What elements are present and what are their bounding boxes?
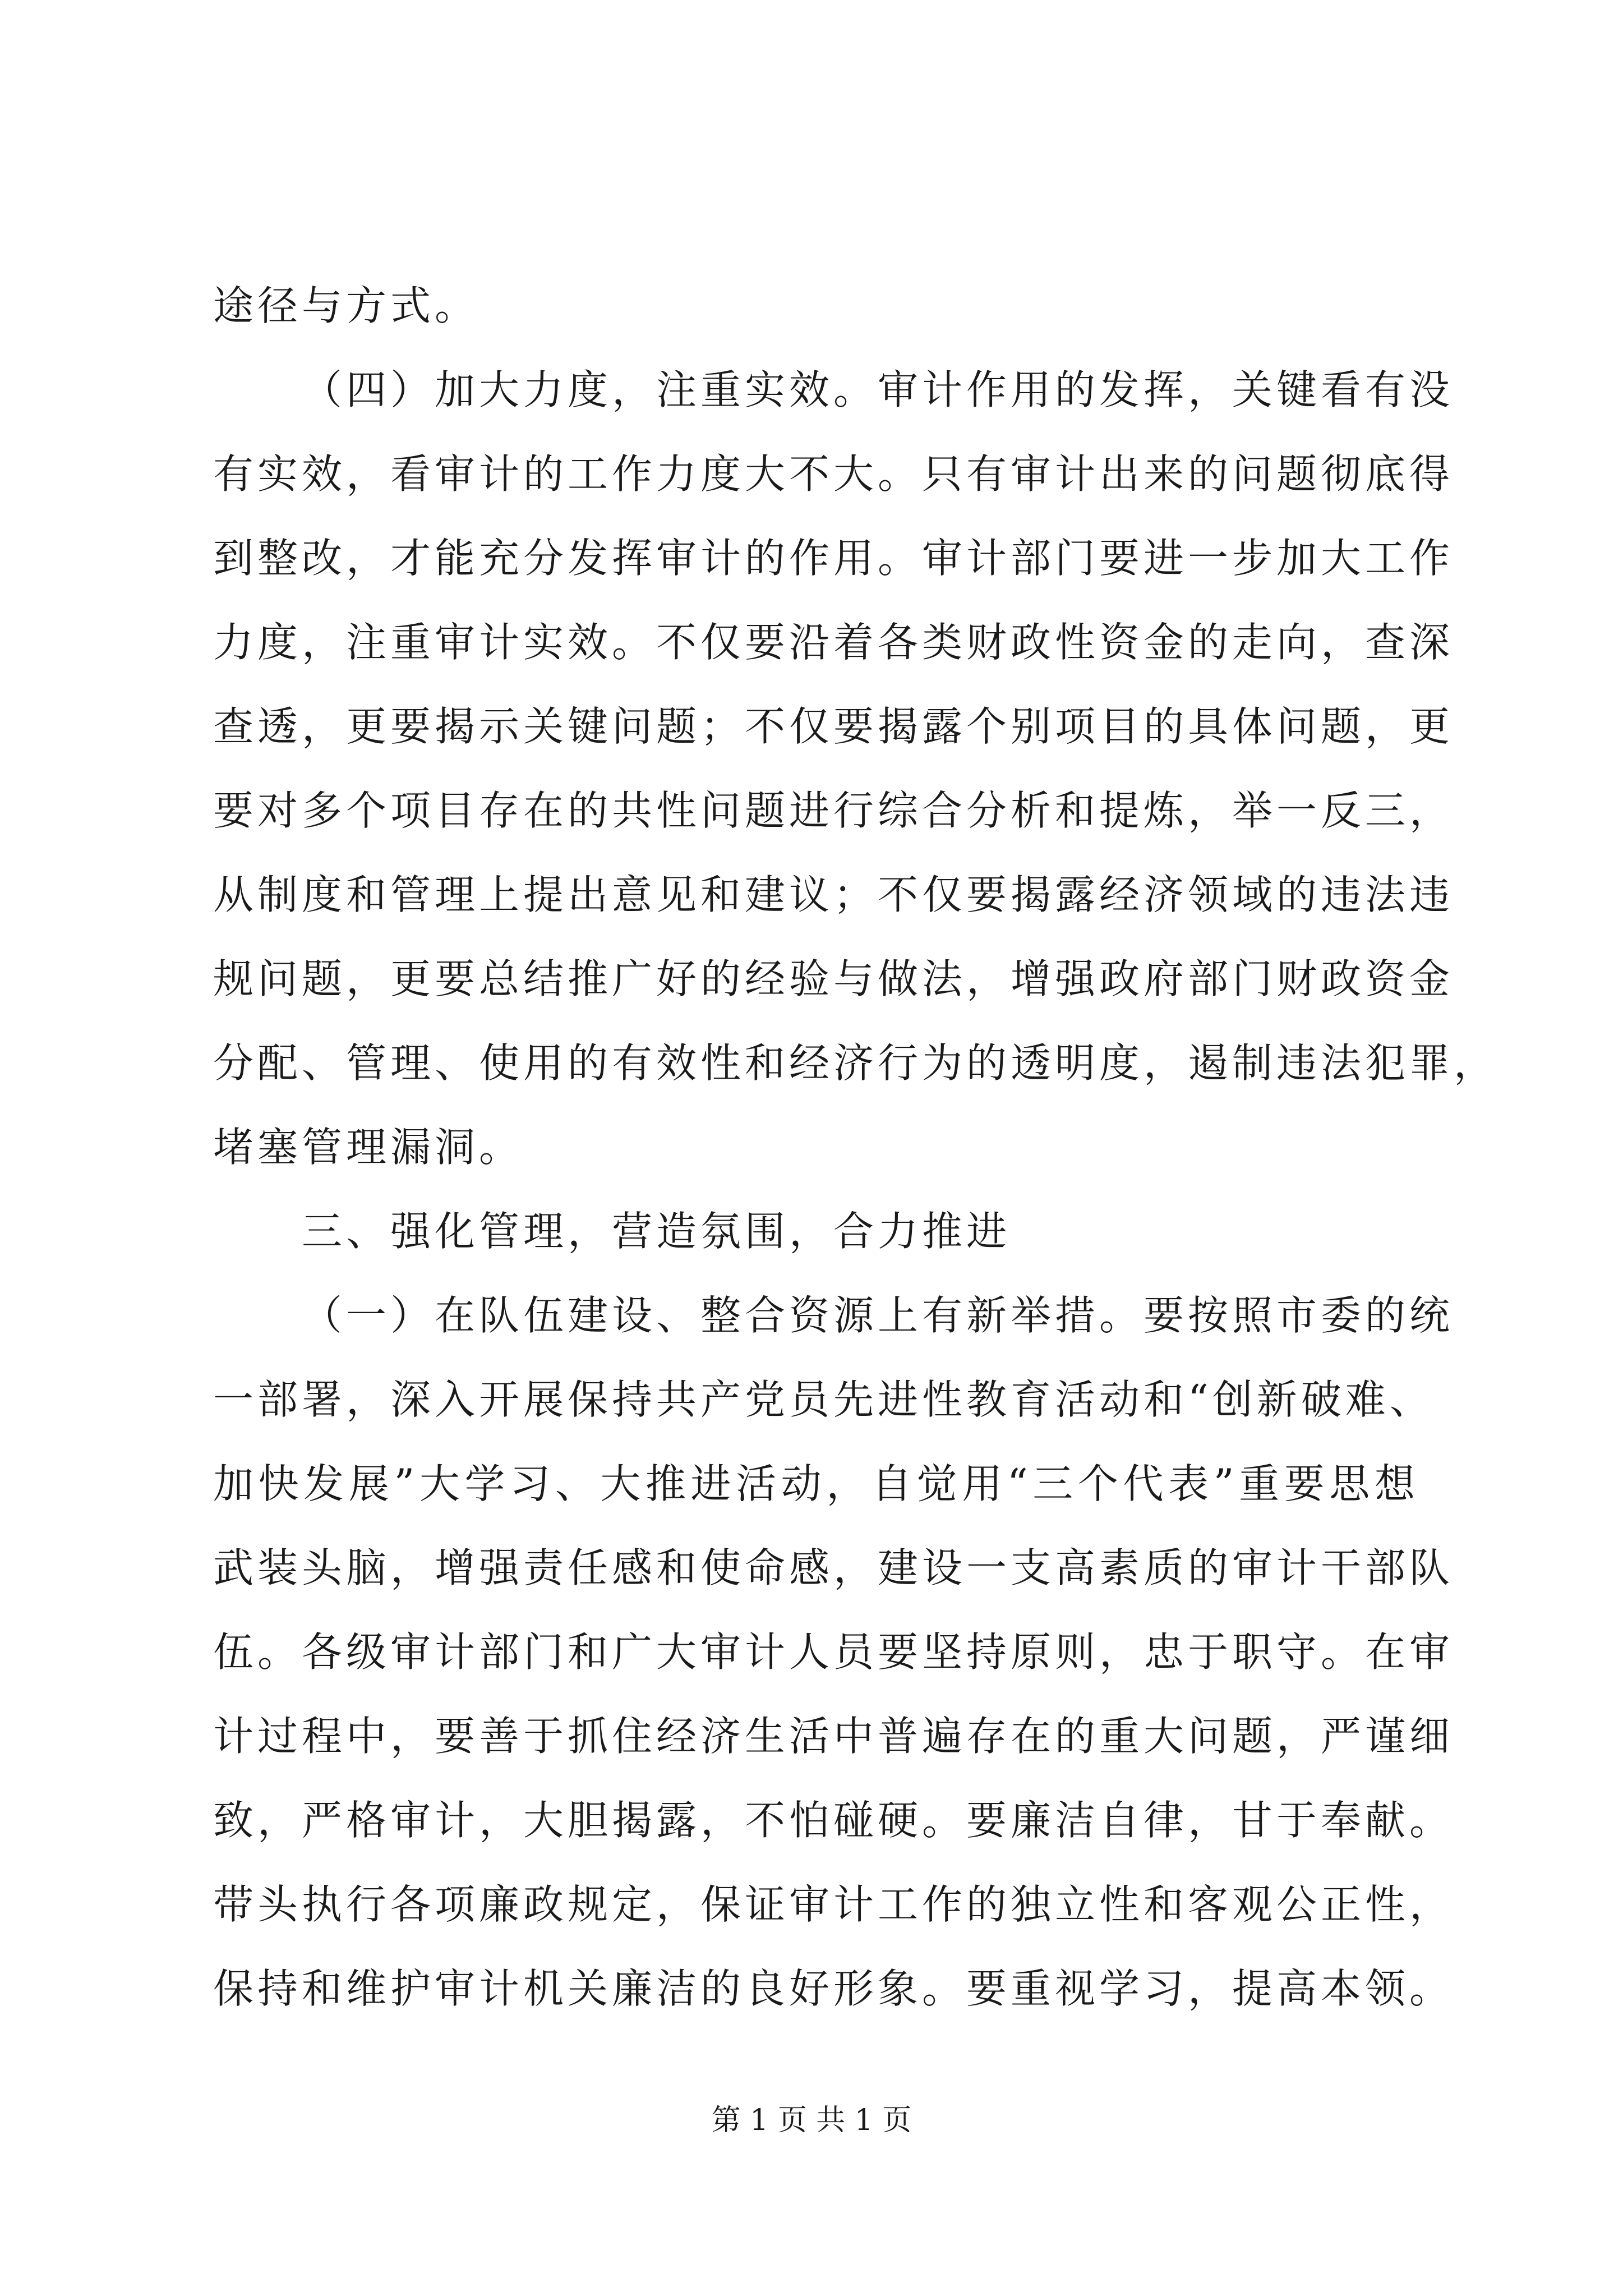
text-line: 加快发展”大学习、大推进活动，自觉用“三个代表”重要思想 bbox=[213, 1460, 1419, 1507]
section-heading: 三、强化管理，营造氛围，合力推进 bbox=[302, 1208, 1011, 1255]
text-line: 带头执行各项廉政规定，保证审计工作的独立性和客观公正性， bbox=[213, 1881, 1454, 1928]
text-line: 力度，注重审计实效。不仅要沿着各类财政性资金的走向，查深 bbox=[213, 619, 1454, 666]
text-line: 规问题，更要总结推广好的经验与做法，增强政府部门财政资金 bbox=[213, 955, 1454, 1002]
text-line: 查透，更要揭示关键问题；不仅要揭露个别项目的具体问题，更 bbox=[213, 703, 1454, 750]
paragraph-start-line: （一）在队伍建设、整合资源上有新举措。要按照市委的统 bbox=[302, 1292, 1454, 1339]
text-line: 一部署，深入开展保持共产党员先进性教育活动和“创新破难、 bbox=[213, 1376, 1434, 1423]
text-line: 到整改，才能充分发挥审计的作用。审计部门要进一步加大工作 bbox=[213, 535, 1454, 582]
text-line: 堵塞管理漏洞。 bbox=[213, 1124, 524, 1171]
text-line: 要对多个项目存在的共性问题进行综合分析和提炼，举一反三， bbox=[213, 787, 1454, 834]
text-line: 从制度和管理上提出意见和建议；不仅要揭露经济领域的违法违 bbox=[213, 871, 1454, 918]
text-line: 武装头脑，增强责任感和使命感，建设一支高素质的审计干部队 bbox=[213, 1544, 1454, 1591]
text-line: 保持和维护审计机关廉洁的良好形象。要重视学习，提高本领。 bbox=[213, 1965, 1454, 2012]
text-line: 途径与方式。 bbox=[213, 282, 479, 329]
text-line: 有实效，看审计的工作力度大不大。只有审计出来的问题彻底得 bbox=[213, 450, 1454, 498]
text-line: 分配、管理、使用的有效性和经济行为的透明度，遏制违法犯罪， bbox=[213, 1039, 1498, 1087]
paragraph-start-line: （四）加大力度，注重实效。审计作用的发挥，关键看有没 bbox=[302, 366, 1454, 413]
text-line: 计过程中，要善于抓住经济生活中普遍存在的重大问题，严谨细 bbox=[213, 1713, 1454, 1760]
text-line: 伍。各级审计部门和广大审计人员要坚持原则，忠于职守。在审 bbox=[213, 1628, 1454, 1676]
body-text bbox=[213, 264, 1498, 2031]
page-number-footer: 第 1 页 共 1 页 bbox=[711, 2104, 912, 2137]
text-line: 致，严格审计，大胆揭露，不怕碰硬。要廉洁自律，甘于奉献。 bbox=[213, 1797, 1454, 1844]
